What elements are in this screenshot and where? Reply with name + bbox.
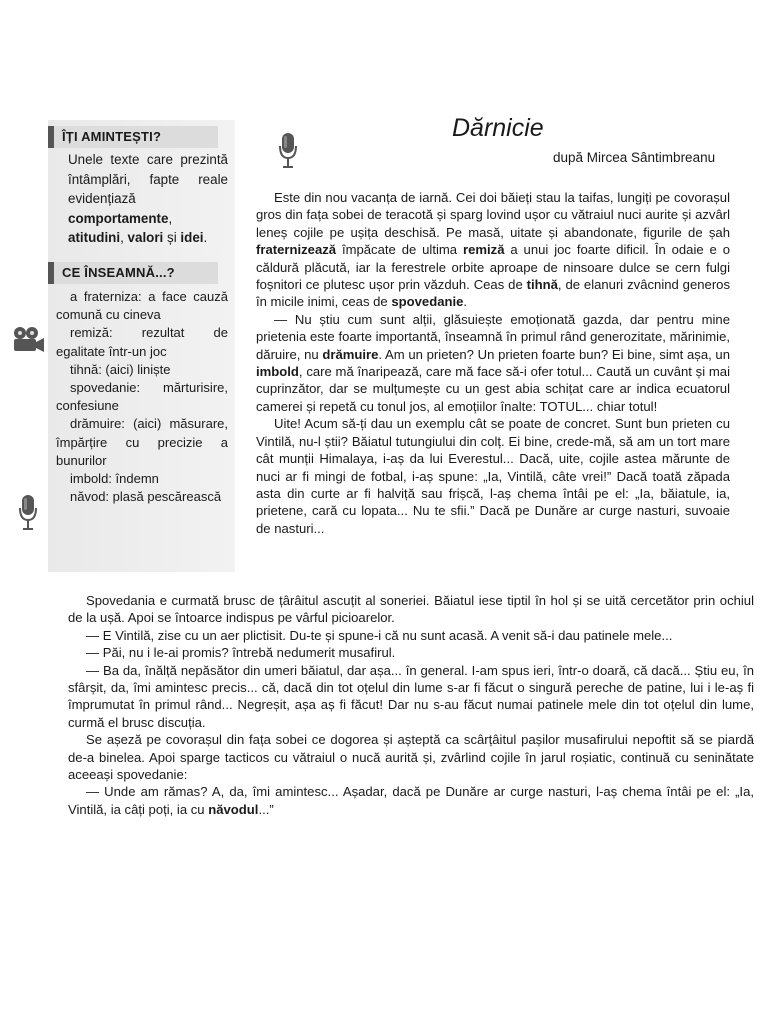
definition-item: tihnă: (aici) liniște bbox=[70, 361, 171, 377]
author-line: după Mircea Sântimbreanu bbox=[553, 150, 716, 165]
story-paragraph: Este din nou vacanța de iarnă. Cei doi băieți stau la taifas, lungiți pe covorașul gros din fața sobei de teracotă și sparg lovind ușor cu vătraiul nuci aurite și azvârl leneș cojile pe ușița deschisă. Pe masă, uitate și abandonate, figurile de șah fraternizează împăcate de ultima remiză a unui joc foarte dificil. În odaie e o căldură plăcută, iar la ferestrele orbite aproape de ninsoare dulce se cern fulgi foșnitori ce plutesc ușor prin văzduh. Ceas de tihnă, de elanuri zvâcnind generos în micile inimi, ceas de spovedanie. bbox=[256, 190, 730, 310]
definition-item: drămuire: (aici) măsurare, împărțire cu precizie a bunurilor bbox=[56, 416, 228, 468]
definition-item: imbold: îndemn bbox=[70, 471, 159, 487]
remember-box-title: ÎȚI AMINTEȘTI? bbox=[48, 126, 218, 148]
definition-item: spovedanie: mărturisire, confesiune bbox=[56, 380, 228, 414]
microphone-icon bbox=[278, 132, 298, 170]
story-paragraph: Se așeză pe covorașul din fața sobei ce dogorea și așteptă ca scârțâitul pașilor musafirului nepoftit să se piardă de-a binelea. Apoi sparge tacticos cu vătraiul o nucă aurită și, zvârlind cojile în jarul roșiatic, continuă cu seninătate aceeași spovedanie: bbox=[68, 732, 754, 783]
remember-text: Unele texte care prezintă întâmplări, fapte reale evidențiază comportamente, atitudini, valori și idei. bbox=[68, 152, 228, 245]
meaning-box-title: CE ÎNSEAMNĂ...? bbox=[48, 262, 218, 284]
story-paragraph: — Ba da, înălță nepăsător din umeri băiatul, dar așa... în general. I-am spus ieri, într-o doară, că dacă... Știu eu, în sfârșit, da, îmi amintesc precis... că, dacă din tot oțelul din lume s-ar fi făcut o singură pereche de patine, lui i le-aș fi împrumutat în primul rând... Negreșit, așa aș fi făcut! Dar nu s-au făcut numai patinele mele din tot oțelul din lume, curmă el brusc discuția. bbox=[68, 662, 754, 730]
definition-item: năvod: plasă pescărească bbox=[70, 489, 222, 505]
story-paragraph: — Păi, nu i le-ai promis? întrebă nedumerit musafirul. bbox=[86, 645, 396, 661]
page-title: Dărnicie bbox=[452, 114, 544, 142]
microphone-icon bbox=[18, 494, 38, 532]
story-paragraph: — Unde am rămas? A, da, îmi amintesc... Așadar, dacă pe Dunăre ar curge nasturi, l-aș chema întâi pe el: „Ia, Vintilă, ia câți poți, ia cu năvodul...” bbox=[68, 784, 754, 817]
definition-item: a fraterniza: a face cauză comună cu cineva bbox=[56, 289, 228, 323]
story-column bbox=[256, 189, 730, 571]
story-paragraph: — Nu știu cum sunt alții, glăsuiește emoționată gazda, dar pentru mine prietenia este foarte importantă, înseamnă în primul rând generozitate, mărinimie, dăruire, nu drămuire. Am un prieten? Un prieten foarte bun? Ei bine, simt așa, un imbold, care mă înaripează, care mă face să-i ofer totul... Caută un cuvânt și mai cuprinzător, dar se mulțumește cu un gest abia schițat care ar indica ecuatorul camerei și repetă cu tonul jos, al emoțiilor înalte: TOTUL... chiar totul! bbox=[256, 311, 730, 414]
story-paragraph: Uite! Acum să-ți dau un exemplu cât se poate de concret. Sunt bun prieten cu Vintilă, nu-l știi? Băiatul tutungiului din colț. Ei bine, crede-mă, să am un tort mare cât munții Himalaya, i-aș da lui Everestul... Dacă, uite, cojile astea mărunte de nuci ar fi mingi de fotbal, i-aș spune: „Ia, Vintilă, câte vrei!” Dacă toată zăpada asta din curte ar fi halviță sau frișcă, l-aș chema întâi pe el: „Ia, băiatule, ia, prietene, cară cu lopata... Nu te sfii.” Dacă pe Dunăre ar curge nasturi, suvoaie de nasturi... bbox=[256, 416, 730, 536]
story-paragraph: — E Vintilă, zise cu un aer plictisit. Du-te și spune-i că nu sunt acasă. A venit să-i dau patinele mele... bbox=[86, 627, 673, 643]
story-continuation bbox=[68, 592, 754, 818]
story-paragraph: Spovedania e curmată brusc de țârâitul ascuțit al soneriei. Băiatul iese tiptil în hol și se uită cercetător prin ochiul de la ușă. Apoi se întoarce indispus pe vârful picioarelor. bbox=[68, 593, 754, 626]
definition-item: remiză: rezultat de egalitate într-un joc bbox=[56, 325, 228, 359]
definitions-list bbox=[56, 288, 228, 506]
film-projector-icon bbox=[11, 326, 45, 354]
